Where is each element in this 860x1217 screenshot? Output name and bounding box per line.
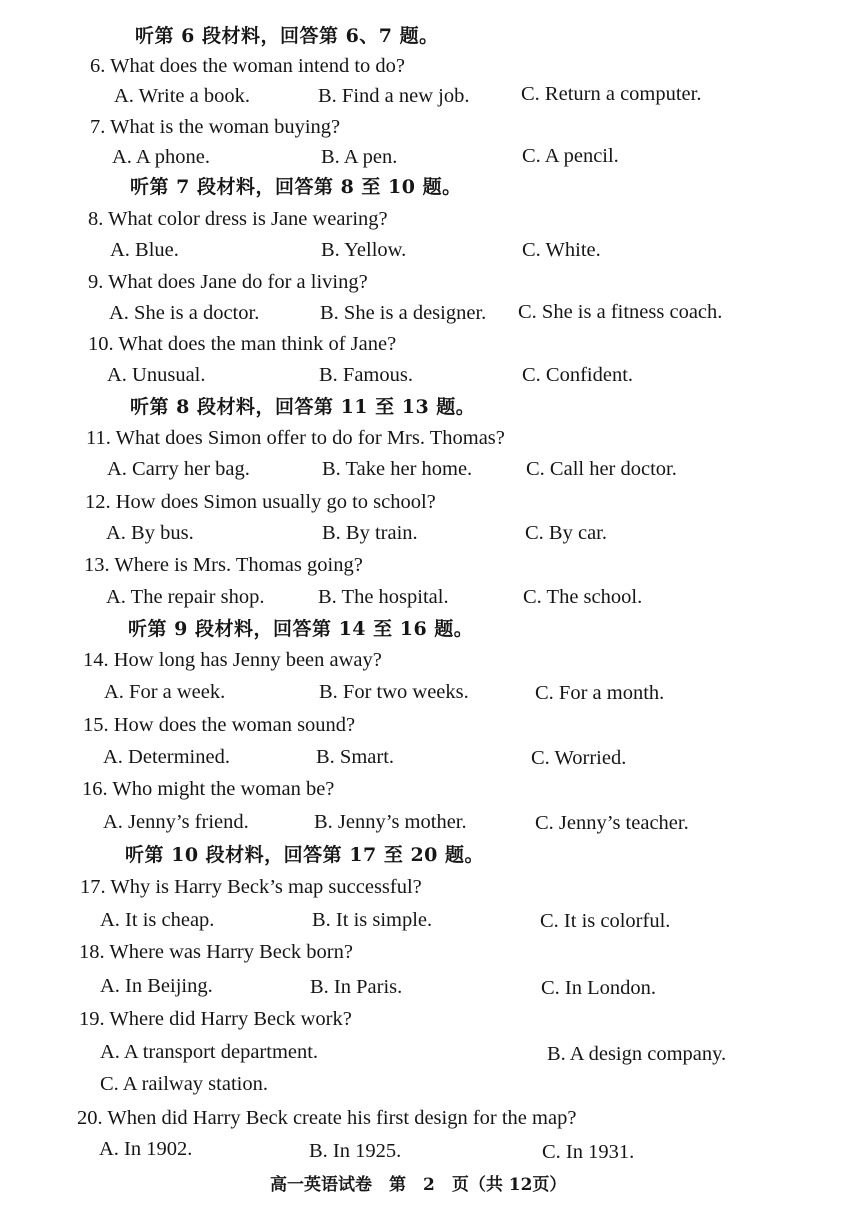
- question-15: 15. How does the woman sound?: [83, 714, 356, 736]
- question-11: 11. What does Simon offer to do for Mrs. Thomas?: [86, 427, 505, 449]
- option-b: B. It is simple.: [312, 909, 433, 931]
- option-a: A. By bus.: [106, 522, 194, 544]
- option-c: C. A railway station.: [100, 1073, 268, 1095]
- option-a: A. In Beijing.: [100, 975, 213, 997]
- option-a: A. In 1902.: [99, 1138, 193, 1160]
- option-b: B. A design company.: [547, 1043, 727, 1065]
- option-a: A. Carry her bag.: [107, 458, 250, 480]
- option-b: B. In 1925.: [309, 1140, 402, 1162]
- option-a: A. She is a doctor.: [109, 302, 260, 324]
- question-7: 7. What is the woman buying?: [90, 116, 341, 138]
- question-6: 6. What does the woman intend to do?: [90, 55, 406, 77]
- option-c: C. By car.: [525, 522, 607, 544]
- section-heading: 听第 7 段材料，回答第 8 至 10 题。: [130, 176, 462, 198]
- section-heading: 听第 9 段材料，回答第 14 至 16 题。: [128, 618, 474, 640]
- option-c: C. A pencil.: [522, 145, 619, 167]
- option-c: C. Return a computer.: [521, 83, 702, 105]
- option-b: B. Yellow.: [321, 239, 407, 261]
- section-heading: 听第 8 段材料，回答第 11 至 13 题。: [130, 396, 476, 418]
- option-b: B. In Paris.: [310, 976, 403, 998]
- section-heading: 听第 6 段材料，回答第 6、7 题。: [135, 25, 439, 47]
- option-c: C. Call her doctor.: [526, 458, 677, 480]
- question-8: 8. What color dress is Jane wearing?: [88, 208, 388, 230]
- option-a: A. Write a book.: [114, 85, 251, 107]
- option-b: B. She is a designer.: [320, 302, 487, 324]
- option-c: C. Confident.: [522, 364, 634, 386]
- question-10: 10. What does the man think of Jane?: [88, 333, 397, 355]
- option-c: C. For a month.: [535, 682, 665, 704]
- question-18: 18. Where was Harry Beck born?: [79, 941, 353, 963]
- option-b: B. Find a new job.: [318, 85, 470, 107]
- option-a: A. Determined.: [103, 746, 230, 768]
- option-b: B. Smart.: [316, 746, 395, 768]
- question-12: 12. How does Simon usually go to school?: [85, 491, 436, 513]
- option-b: B. Jenny’s mother.: [314, 811, 467, 833]
- question-13: 13. Where is Mrs. Thomas going?: [84, 554, 363, 576]
- question-9: 9. What does Jane do for a living?: [88, 271, 368, 293]
- option-a: A. For a week.: [104, 681, 226, 703]
- question-20: 20. When did Harry Beck create his first design for the map?: [77, 1107, 577, 1129]
- question-19: 19. Where did Harry Beck work?: [79, 1008, 352, 1030]
- question-16: 16. Who might the woman be?: [82, 778, 335, 800]
- option-b: B. For two weeks.: [319, 681, 469, 703]
- option-a: A. It is cheap.: [100, 909, 215, 931]
- section-heading: 听第 10 段材料，回答第 17 至 20 题。: [125, 844, 485, 866]
- option-a: A. A phone.: [112, 146, 210, 168]
- option-a: A. Blue.: [110, 239, 179, 261]
- option-b: B. Famous.: [319, 364, 413, 386]
- page-footer: 高一英语试卷 第 2 页（共 12页）: [270, 1175, 567, 1195]
- question-14: 14. How long has Jenny been away?: [83, 649, 382, 671]
- option-a: A. Jenny’s friend.: [103, 811, 249, 833]
- option-c: C. It is colorful.: [540, 910, 671, 932]
- option-a: A. A transport department.: [100, 1041, 319, 1063]
- option-c: C. Worried.: [531, 747, 627, 769]
- option-a: A. Unusual.: [107, 364, 206, 386]
- option-c: C. In London.: [541, 977, 657, 999]
- option-b: B. By train.: [322, 522, 418, 544]
- option-c: C. Jenny’s teacher.: [535, 812, 689, 834]
- option-c: C. She is a fitness coach.: [518, 301, 723, 323]
- option-b: B. The hospital.: [318, 586, 449, 608]
- option-b: B. A pen.: [321, 146, 398, 168]
- option-b: B. Take her home.: [322, 458, 473, 480]
- option-c: C. The school.: [523, 586, 643, 608]
- option-c: C. In 1931.: [542, 1141, 635, 1163]
- question-17: 17. Why is Harry Beck’s map successful?: [80, 876, 422, 898]
- option-c: C. White.: [522, 239, 601, 261]
- option-a: A. The repair shop.: [106, 586, 265, 608]
